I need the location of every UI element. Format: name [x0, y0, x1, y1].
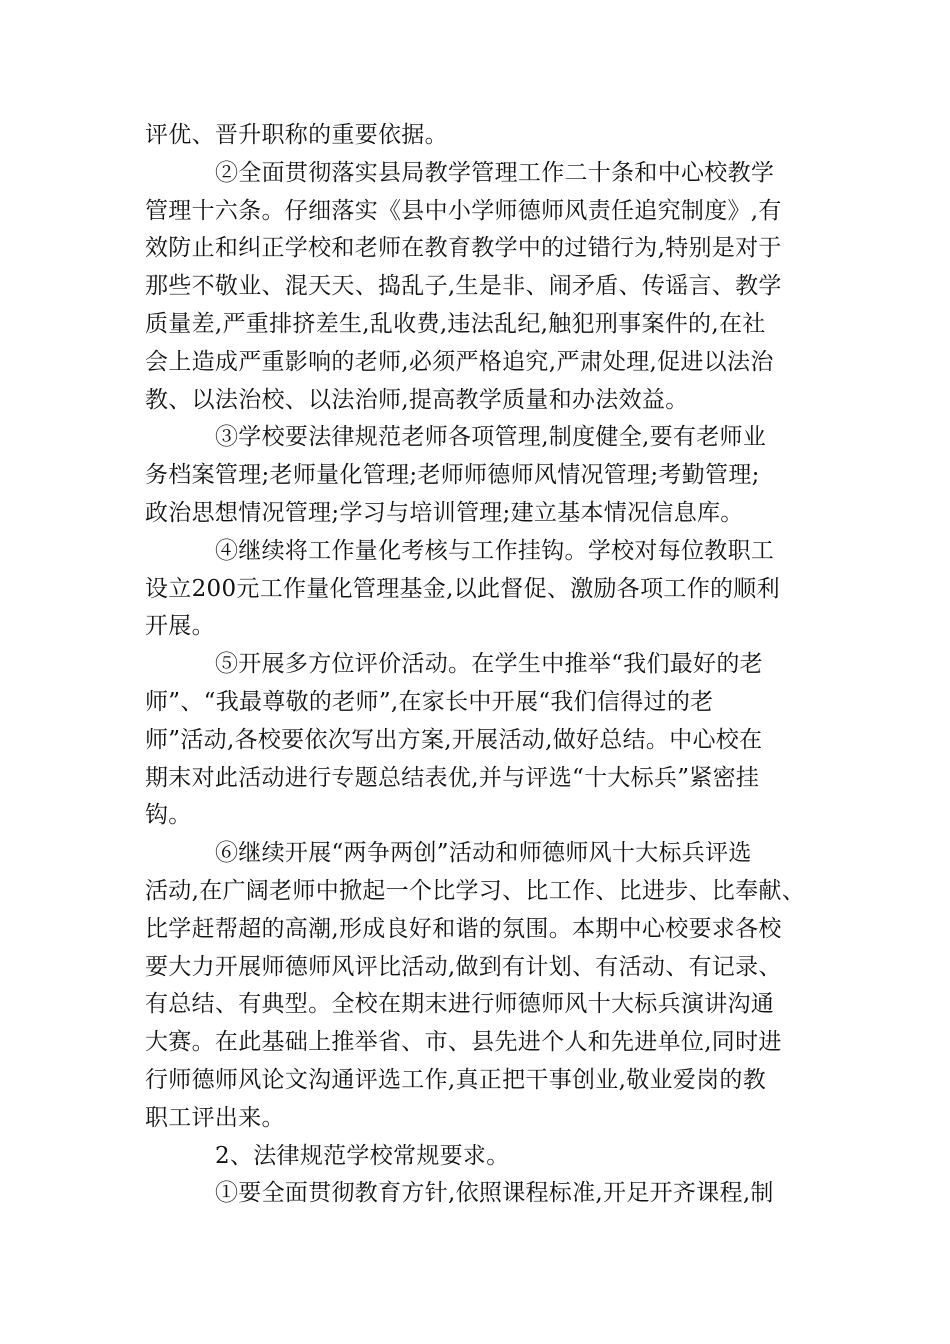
text-line: 比学赶帮超的高潮,形成良好和谐的氛围。本期中心校要求各校 [145, 915, 782, 942]
text-line: 务档案管理;老师量化管理;老师师德师风情况管理;考勤管理; [145, 462, 760, 489]
text-line: ④继续将工作量化考核与工作挂钩。学校对每位教职工 [215, 537, 775, 564]
text-line: 师”活动,各校要依次写出方案,开展活动,做好总结。中心校在 [145, 726, 763, 753]
text-line: 设立200元工作量化管理基金,以此督促、激励各项工作的顺利 [145, 575, 780, 602]
text-line: 那些不敬业、混天天、捣乱子,生是非、闹矛盾、传谣言、教学 [145, 273, 782, 300]
text-line: 开展。 [145, 613, 215, 640]
text-line: 2、法律规范学校常规要求。 [215, 1142, 510, 1169]
text-line: 评优、晋升职称的重要依据。 [145, 122, 448, 148]
text-line: 要大力开展师德师风评比活动,做到有计划、有活动、有记录、 [145, 953, 782, 980]
text-line: 效防止和纠正学校和老师在教育教学中的过错行为,特别是对于 [145, 235, 782, 262]
text-line: ⑥继续开展“两争两创”活动和师德师风十大标兵评选 [215, 840, 752, 867]
text-line: 有总结、有典型。全校在期末进行师德师风十大标兵演讲沟通 [145, 991, 775, 1018]
text-line: 大赛。在此基础上推举省、市、县先进个人和先进单位,同时进 [145, 1029, 782, 1056]
text-line: 行师德师风论文沟通评选工作,真正把干事创业,敬业爱岗的教 [145, 1066, 767, 1093]
text-line: 活动,在广阔老师中掀起一个比学习、比工作、比进步、比奉献、 [145, 877, 806, 904]
text-line: 钩。 [145, 802, 192, 829]
document-body [145, 117, 815, 1213]
text-line: ②全面贯彻落实县局教学管理工作二十条和中心校教学 [215, 159, 775, 186]
text-line: ③学校要法律规范老师各项管理,制度健全,要有老师业 [215, 424, 767, 451]
text-line: 会上造成严重影响的老师,必须严格追究,严肃处理,促进以法治 [145, 348, 774, 375]
text-line: ⑤开展多方位评价活动。在学生中推举“我们最好的老 [215, 651, 763, 678]
text-line: 师”、“我最尊敬的老师”,在家长中开展“我们信得过的老 [145, 688, 714, 715]
text-line: ①要全面贯彻教育方针,依照课程标准,开足开齐课程,制 [215, 1180, 774, 1207]
text-line: 期末对此活动进行专题总结表优,并与评选“十大标兵”紧密挂 [145, 764, 760, 791]
text-line: 职工评出来。 [145, 1104, 285, 1131]
text-line: 质量差,严重排挤差生,乱收费,违法乱纪,触犯刑事案件的,在社 [145, 310, 766, 337]
text-line: 教、以法治校、以法治师,提高教学质量和办法效益。 [145, 386, 689, 413]
text-line: 管理十六条。仔细落实《县中小学师德师风责任追究制度》,有 [145, 197, 782, 224]
text-line: 政治思想情况管理;学习与培训管理;建立基本情况信息库。 [145, 499, 744, 526]
